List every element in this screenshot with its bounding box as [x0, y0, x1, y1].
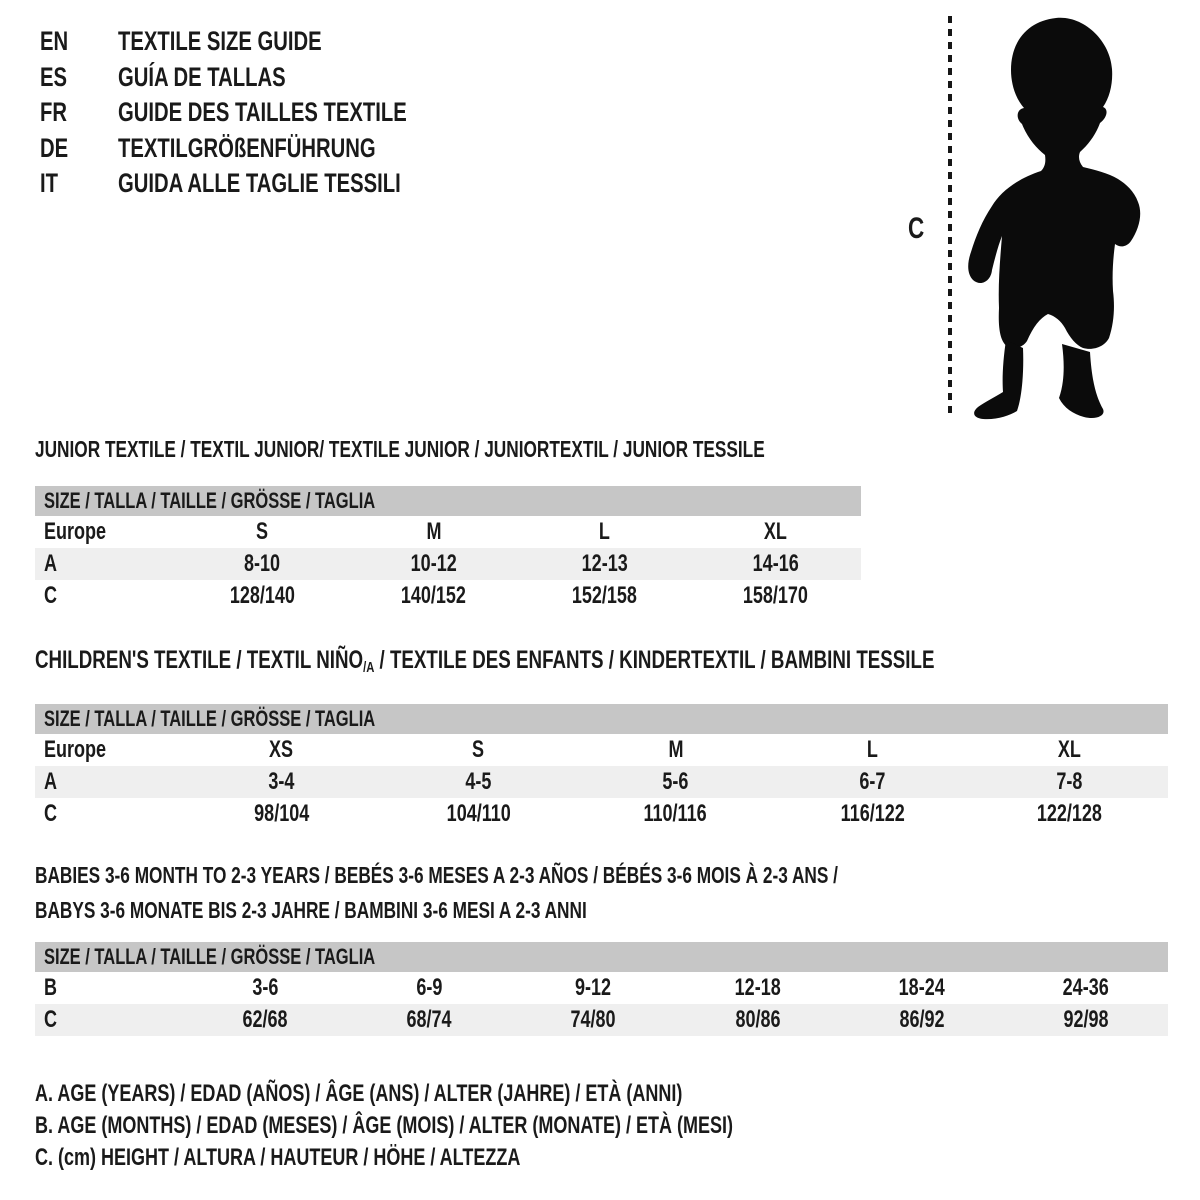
size-cell: 3-4 — [183, 766, 380, 798]
size-cell: 6-7 — [774, 766, 971, 798]
table-row — [35, 580, 861, 612]
table-row — [35, 548, 861, 580]
language-title: TEXTILE SIZE GUIDE — [118, 26, 322, 56]
babies-heading-line1: BABIES 3-6 MONTH TO 2-3 YEARS / BEBÉS 3-6 MESES A 2-3 AÑOS / BÉBÉS 3-6 MOIS À 2-3 ANS / — [35, 862, 838, 888]
size-cell: 110/116 — [643, 800, 708, 827]
language-title: TEXTILGRÖßENFÜHRUNG — [118, 132, 376, 163]
size-cell: 74/80 — [511, 1004, 675, 1036]
size-cell: 68/74 — [347, 1004, 511, 1036]
size-cell: S — [472, 736, 485, 763]
size-cell: 128/140 — [229, 582, 296, 609]
language-row — [40, 26, 503, 62]
size-cell: XS — [269, 736, 294, 763]
table-row — [35, 516, 861, 548]
nino-a-subscript: /A — [363, 659, 375, 676]
size-cell: 9-12 — [575, 974, 612, 1001]
row-label-cell: C — [44, 800, 58, 827]
size-cell: 122/128 — [1036, 800, 1103, 827]
size-cell: 140/152 — [400, 582, 467, 609]
row-label-cell: B — [44, 974, 58, 1001]
size-cell: M — [426, 518, 441, 545]
size-cell: XL — [763, 518, 787, 545]
size-cell: L — [866, 736, 878, 763]
junior-section — [35, 437, 1168, 612]
language-row — [40, 97, 503, 133]
size-cell: 98/104 — [253, 800, 310, 827]
size-cell: 10-12 — [348, 548, 519, 580]
babies-section — [35, 858, 1168, 1036]
size-cell: 18-24 — [898, 974, 945, 1001]
language-code: IT — [40, 168, 58, 198]
size-header-bar: SIZE / TALLA / TAILLE / GRÖSSE / TAGLIA — [35, 486, 861, 516]
babies-size-table — [35, 972, 1168, 1036]
row-label-cell: C — [35, 1004, 183, 1036]
language-row — [40, 168, 503, 204]
language-code: EN — [40, 26, 69, 56]
size-cell: M — [668, 736, 683, 763]
row-label-cell: Europe — [44, 736, 107, 763]
size-cell: 5-6 — [577, 766, 774, 798]
language-code: FR — [40, 97, 67, 127]
size-cell: 7-8 — [971, 766, 1168, 798]
language-code: DE — [40, 132, 69, 163]
table-row — [35, 766, 1168, 798]
size-cell: 62/68 — [183, 1004, 347, 1036]
size-cell: 86/92 — [840, 1004, 1004, 1036]
size-cell: 3-6 — [252, 974, 279, 1001]
language-title: GUIDE DES TAILLES TEXTILE — [118, 97, 407, 127]
size-cell: XL — [1057, 736, 1081, 763]
height-c-label: C — [908, 212, 925, 245]
toddler-silhouette-icon — [962, 16, 1148, 420]
size-cell: 152/158 — [571, 582, 638, 609]
measurement-legend — [35, 1078, 1168, 1174]
size-cell: 104/110 — [446, 800, 511, 827]
size-cell: 116/122 — [840, 800, 905, 827]
legend-line-a: A. AGE (YEARS) / EDAD (AÑOS) / ÂGE (ANS) / ALTER (JAHRE) / ETÀ (ANNI) — [35, 1080, 683, 1107]
height-measure-dashed-line — [948, 16, 952, 417]
size-cell: 12-18 — [734, 974, 781, 1001]
row-label-cell: A — [35, 766, 183, 798]
language-title: GUIDA ALLE TAGLIE TESSILI — [118, 168, 401, 198]
language-title: GUÍA DE TALLAS — [118, 61, 286, 92]
row-label-cell: Europe — [44, 518, 107, 545]
junior-size-table — [35, 516, 861, 612]
size-cell: 24-36 — [1062, 974, 1109, 1001]
language-code: ES — [40, 61, 68, 92]
children-section-heading: CHILDREN'S TEXTILE / TEXTIL $NIÑO_{/A}$ / TEXTILE DES ENFANTS / KINDERTEXTIL / BAMBINI TESSILE — [35, 646, 935, 676]
size-cell: L — [598, 518, 610, 545]
size-cell: S — [256, 518, 269, 545]
size-cell: 158/170 — [742, 582, 809, 609]
size-header-bar: SIZE / TALLA / TAILLE / GRÖSSE / TAGLIA — [35, 942, 1168, 972]
row-label-cell: C — [44, 582, 58, 609]
language-row — [40, 133, 503, 169]
size-cell: 6-9 — [416, 974, 443, 1001]
babies-section-heading — [35, 858, 1168, 928]
table-row — [35, 798, 1168, 830]
table-row — [35, 972, 1168, 1004]
size-cell: 12-13 — [519, 548, 690, 580]
size-cell: 92/98 — [1004, 1004, 1168, 1036]
children-size-table — [35, 734, 1168, 830]
babies-heading-line2: BABYS 3-6 MONATE BIS 2-3 JAHRE / BAMBINI 3-6 MESI A 2-3 ANNI — [35, 897, 587, 923]
children-section — [35, 648, 1168, 830]
size-cell: 80/86 — [675, 1004, 839, 1036]
table-row — [35, 734, 1168, 766]
language-row — [40, 62, 503, 98]
row-label-cell: A — [35, 548, 177, 580]
size-cell: 14-16 — [690, 548, 861, 580]
size-header-bar: SIZE / TALLA / TAILLE / GRÖSSE / TAGLIA — [35, 704, 1168, 734]
table-row — [35, 1004, 1168, 1036]
language-title-list — [40, 26, 503, 204]
size-cell: 4-5 — [380, 766, 577, 798]
legend-line-c: C. (cm) HEIGHT / ALTURA / HAUTEUR / HÖHE / ALTEZZA — [35, 1144, 521, 1171]
junior-section-heading: JUNIOR TEXTILE / TEXTIL JUNIOR/ TEXTILE JUNIOR / JUNIORTEXTIL / JUNIOR TESSILE — [35, 436, 765, 462]
size-tables — [35, 437, 1168, 1174]
size-cell: 8-10 — [177, 548, 348, 580]
legend-line-b: B. AGE (MONTHS) / EDAD (MESES) / ÂGE (MOIS) / ALTER (MONATE) / ETÀ (MESI) — [35, 1112, 733, 1139]
